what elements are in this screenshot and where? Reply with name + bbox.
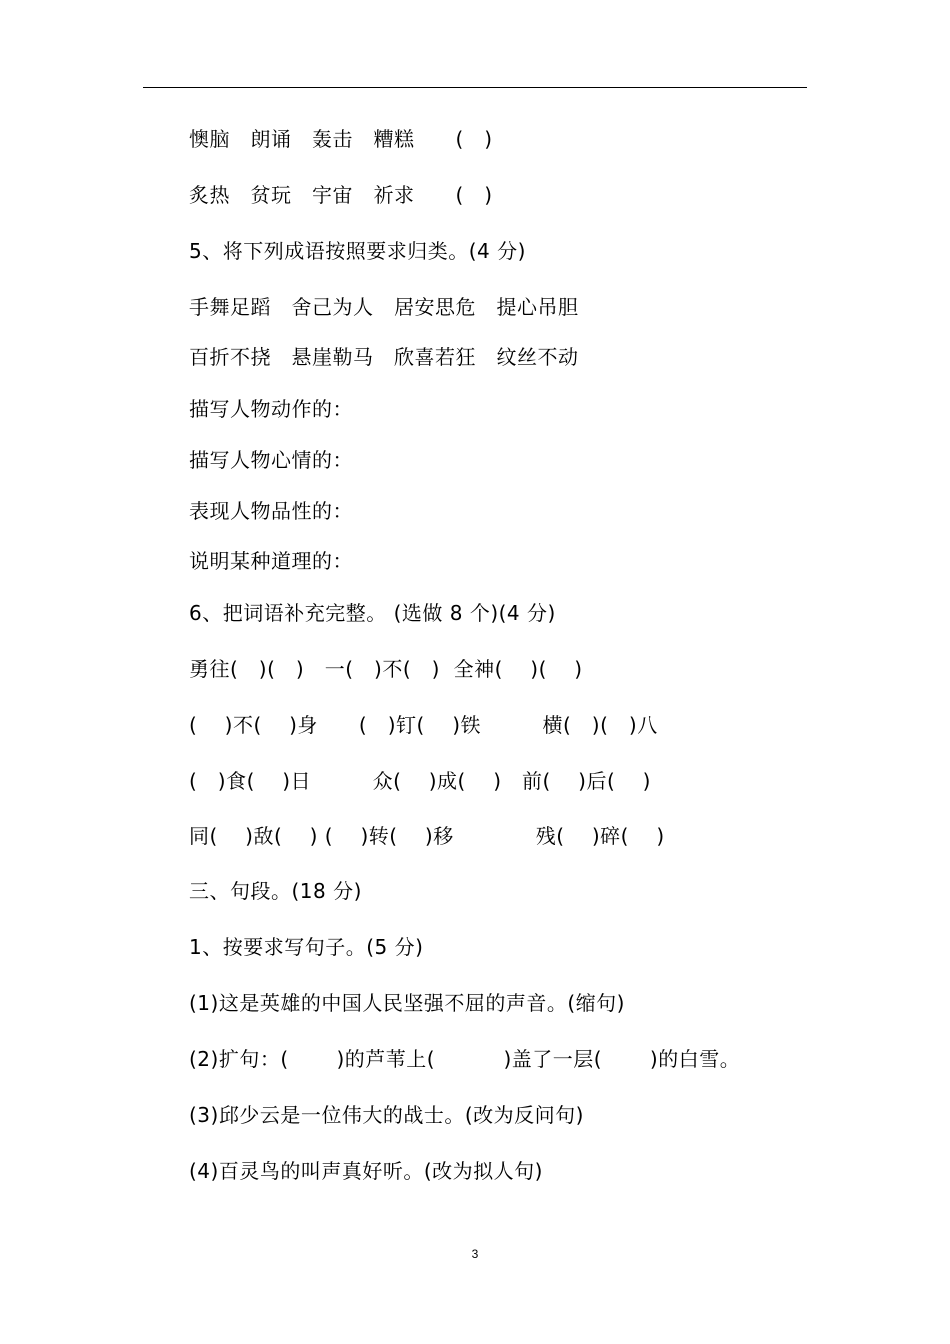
idiom-list-line-1: 手舞足蹈 舍己为人 居安思危 提心吊胆 xyxy=(189,295,579,319)
page-number: 3 xyxy=(471,1247,479,1261)
question-6-title: 6、把词语补充完整。 (选做 8 个)(4 分) xyxy=(189,601,556,625)
word-group-line-1: 懊脑 朗诵 轰击 糟糕 ( ) xyxy=(189,127,493,151)
category-principle: 说明某种道理的： xyxy=(189,549,353,573)
category-action: 描写人物动作的： xyxy=(189,397,353,421)
fill-in-line-4: 同( )敌( ) ( )转( )移 残( )碎( ) xyxy=(189,824,665,848)
fill-in-line-1: 勇往( )( ) 一( )不( ) 全神( )( ) xyxy=(189,657,583,681)
sentence-question-1-title: 1、按要求写句子。(5 分) xyxy=(189,935,424,959)
sentence-item-2: (2)扩句：( )的芦苇上( )盖了一层( )的白雪。 xyxy=(189,1047,741,1071)
idiom-list-line-2: 百折不挠 悬崖勒马 欣喜若狂 纹丝不动 xyxy=(189,345,579,369)
header-rule xyxy=(143,87,807,88)
fill-in-line-3: ( )食( )日 众( )成( ) 前( )后( ) xyxy=(189,769,651,793)
category-character: 表现人物品性的： xyxy=(189,499,353,523)
word-group-line-2: 炙热 贫玩 宇宙 祈求 ( ) xyxy=(189,183,493,207)
fill-in-line-2: ( )不( )身 ( )钉( )铁 横( )( )八 xyxy=(189,713,658,737)
question-5-title: 5、将下列成语按照要求归类。(4 分) xyxy=(189,239,526,263)
sentence-item-4: (4)百灵鸟的叫声真好听。(改为拟人句) xyxy=(189,1159,543,1183)
section-3-title: 三、句段。(18 分) xyxy=(189,879,362,903)
sentence-item-1: (1)这是英雄的中国人民坚强不屈的声音。(缩句) xyxy=(189,991,625,1015)
sentence-item-3: (3)邱少云是一位伟大的战士。(改为反问句) xyxy=(189,1103,584,1127)
category-mood: 描写人物心情的： xyxy=(189,448,353,472)
